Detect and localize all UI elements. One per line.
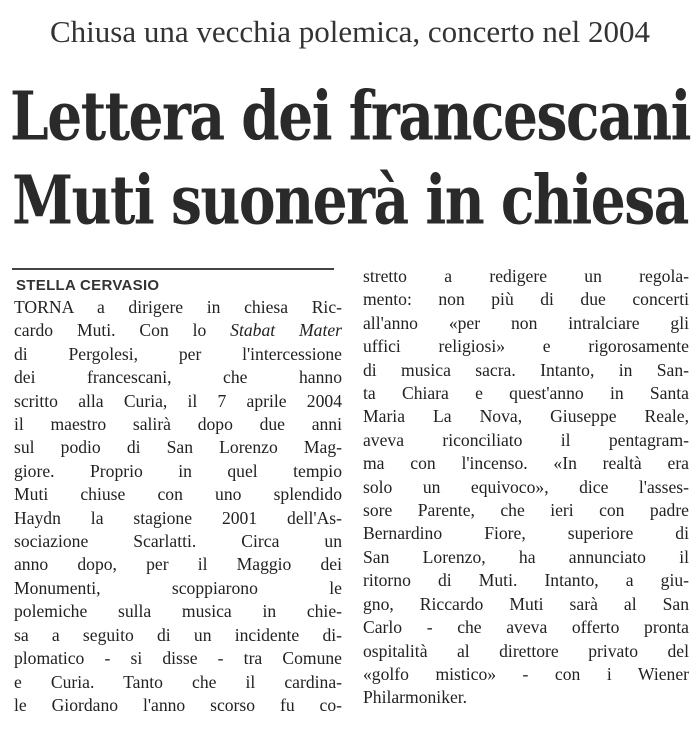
column-2-line: «golfo mistico» - con i Wiener (363, 663, 689, 684)
column-1-line: le Giordano l'anno scorso fu co- (14, 694, 342, 715)
article-kicker: Chiusa una vecchia polemica, concerto nel 2004 (50, 14, 650, 49)
column-1-line: plomatico - si disse - tra Comune (14, 648, 342, 669)
column-2-line: Bernardino Fiore, superiore di (363, 523, 689, 544)
column-2-line: Philarmoniker. (363, 687, 468, 708)
column-2-line: ma con l'incenso. «In realtà era (363, 453, 689, 474)
column-2-line: all'anno «per non intralciare gli (363, 312, 689, 333)
column-1-line: sul podio di San Lorenzo Mag- (14, 437, 342, 458)
article-column-2 (363, 265, 689, 710)
work-title: Stabat Mater (230, 320, 342, 341)
column-1-line: Haydn la stagione 2001 dell'As- (14, 507, 342, 528)
column-1-line: cardo Muti. Con lo Stabat Mater (14, 320, 342, 341)
column-2-line: di musica sacra. Intanto, in San- (363, 359, 689, 380)
column-1-line: Monumenti, scoppiarono le (14, 577, 342, 598)
byline-rule (12, 268, 334, 270)
column-2-line: gno, Riccardo Muti sarà al San (363, 593, 689, 614)
column-2-line: aveva riconciliato il pentagram- (363, 429, 689, 450)
column-1-line: scritto alla Curia, il 7 aprile 2004 (14, 390, 342, 411)
column-1-line: sa a seguito di un incidente di- (14, 624, 342, 645)
column-2-line: stretto a redigere un regola- (363, 266, 689, 286)
column-1-line: anno dopo, per il Maggio dei (14, 554, 342, 575)
column-2-line: sore Parente, che ieri con padre (363, 500, 689, 521)
column-2-line: ritorno di Muti. Intanto, a giu- (363, 570, 689, 591)
column-1-line: polemiche sulla musica in chie- (14, 601, 342, 622)
column-1-line: dei francescani, che hanno (14, 367, 342, 388)
column-1-line: di Pergolesi, per l'intercessione (14, 343, 342, 364)
column-2-line: mento: non più di due concerti (363, 289, 689, 310)
column-2-line: Carlo - che aveva offerto pronta (363, 617, 689, 638)
column-2-line: San Lorenzo, ha annunciato il (363, 546, 689, 567)
column-2-line: ospitalità al direttore privato del (363, 640, 689, 661)
headline-line-2: Muti suonerà in chiesa (12, 159, 688, 240)
column-2-line: solo un equivoco», dice l'asses- (363, 476, 689, 497)
column-1-line: giore. Proprio in quel tempio (14, 460, 342, 481)
column-2-line: ta Chiara e quest'anno in Santa (363, 383, 689, 404)
headline-line-1: Lettera dei francescani (10, 75, 690, 156)
byline: STELLA CERVASIO (16, 277, 160, 294)
column-2-line: uffici religiosi» e rigorosamente (363, 336, 689, 357)
column-1-line: e Curia. Tanto che il cardina- (14, 671, 342, 692)
column-1-line: sociazione Scarlatti. Circa un (14, 531, 342, 552)
column-2-line: Maria La Nova, Giuseppe Reale, (363, 406, 689, 427)
column-1-line: il maestro salirà dopo due anni (14, 414, 342, 435)
column-1-line: Muti chiuse con uno splendido (14, 484, 342, 505)
column-1-line: TORNA a dirigere in chiesa Ric- (14, 297, 342, 317)
article-column-1 (14, 296, 342, 717)
